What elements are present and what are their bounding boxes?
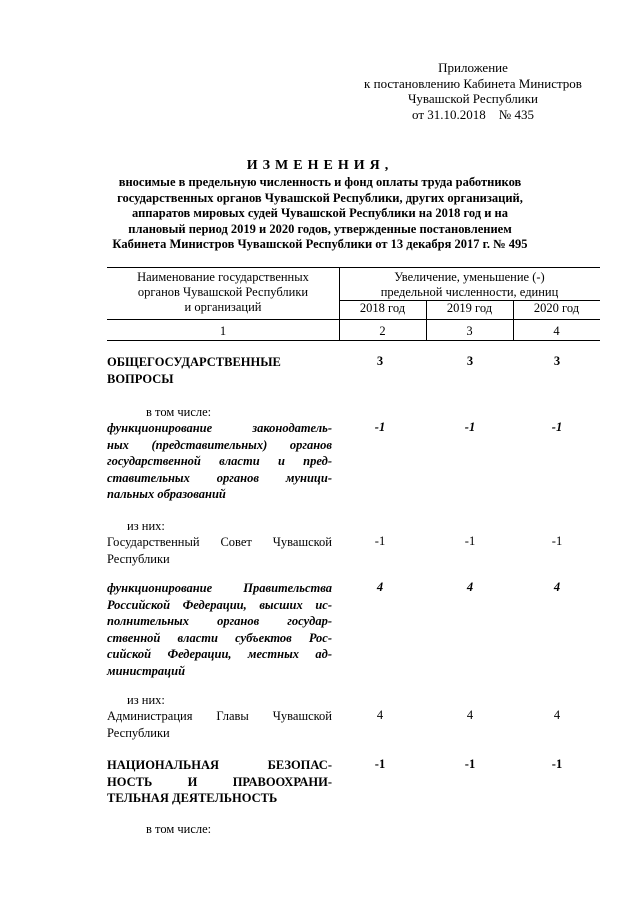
document-subtitle xyxy=(100,175,540,253)
row-line: ТЕЛЬНАЯ ДЕЯТЕЛЬНОСТЬ xyxy=(107,791,278,805)
column-number-3: 3 xyxy=(466,324,473,338)
subtitle-line: плановый период 2019 и 2020 годов, утвержденные постановлением xyxy=(128,221,512,236)
value-2019: 4 xyxy=(466,580,474,594)
appendix-line: Приложение xyxy=(438,60,508,75)
appendix-line: Чувашской Республики xyxy=(407,91,539,106)
row-line: ОБЩЕГОСУДАРСТВЕННЫЕ xyxy=(107,355,281,369)
value-2020: -1 xyxy=(551,757,563,771)
year-header-2020: 2020 год xyxy=(533,301,580,315)
row-line: Российской Федерации, высших ис- xyxy=(107,597,332,612)
header-line: предельной численности, единиц xyxy=(380,285,559,299)
subtitle-line: аппаратов мировых судей Чувашской Республики на 2018 год и на xyxy=(132,206,508,220)
value-2020: 3 xyxy=(553,354,561,368)
value-2020: 4 xyxy=(553,708,561,722)
column-header-name xyxy=(107,270,339,315)
column-group-header xyxy=(339,270,600,300)
appendix-line: от 31.10.2018 № 435 xyxy=(412,106,534,122)
value-2020: -1 xyxy=(551,420,563,434)
subtitle-line: вносимые в предельную численность и фонд оплаты труда работников xyxy=(118,175,522,189)
row-state-council xyxy=(107,534,332,567)
including-label: в том числе: xyxy=(146,822,212,836)
value-2020: 4 xyxy=(553,580,561,594)
year-header-2019: 2019 год xyxy=(446,301,493,315)
column-number-2: 2 xyxy=(379,324,386,338)
row-line: Государственный Совет Чувашской xyxy=(107,535,332,549)
row-line: ВОПРОСЫ xyxy=(107,371,174,386)
row-line: министраций xyxy=(107,663,186,678)
subtitle-line: государственных органов Чувашской Республики, других организаций, xyxy=(117,190,523,205)
value-2018: -1 xyxy=(374,534,386,548)
table-top-border xyxy=(107,267,600,268)
row-line: Республики xyxy=(107,551,170,566)
of-them-label: из них: xyxy=(127,519,165,533)
row-line: ставительных органов муници- xyxy=(107,470,332,485)
value-2019: -1 xyxy=(464,420,476,434)
appendix-line: к постановлению Кабинета Министров xyxy=(364,75,582,91)
header-line: органов Чувашской Республики xyxy=(137,285,309,299)
of-them-label: из них: xyxy=(127,693,165,707)
row-section-security xyxy=(107,757,332,807)
value-2019: 3 xyxy=(466,354,474,368)
value-2019: -1 xyxy=(464,534,476,548)
header-line: Наименование государственных xyxy=(137,270,309,284)
value-2019: -1 xyxy=(464,757,476,771)
row-head-administration xyxy=(107,708,332,741)
row-line: полнительных органов государ- xyxy=(107,614,332,628)
colnum-bottom-border xyxy=(107,340,600,341)
header-line: и организаций xyxy=(184,300,262,314)
document-title: ИЗМЕНЕНИЯ, xyxy=(246,158,394,173)
row-line: Республики xyxy=(107,725,170,740)
row-line: НАЦИОНАЛЬНАЯ БЕЗОПАС- xyxy=(107,758,332,772)
header-line: Увеличение, уменьшение (-) xyxy=(394,270,545,284)
value-2018: 3 xyxy=(376,354,384,368)
header-bottom-border xyxy=(107,319,600,320)
value-2018: 4 xyxy=(376,708,384,722)
value-2018: -1 xyxy=(374,420,386,434)
year-header-2018: 2018 год xyxy=(359,301,406,315)
row-line: ственной власти субъектов Рос- xyxy=(107,630,332,645)
row-line: функционирование законодатель- xyxy=(107,421,332,435)
value-2019: 4 xyxy=(466,708,474,722)
row-section-general xyxy=(107,354,332,387)
row-line: функционирование Правительства xyxy=(107,581,332,595)
value-2020: -1 xyxy=(551,534,563,548)
row-line: НОСТЬ И ПРАВООХРАНИ- xyxy=(107,774,332,789)
value-2018: 4 xyxy=(376,580,384,594)
including-label: в том числе: xyxy=(146,405,212,419)
column-number-1: 1 xyxy=(219,324,227,338)
subtitle-line: Кабинета Министров Чувашской Республики от 13 декабря 2017 г. № 495 xyxy=(112,237,528,251)
row-legislative xyxy=(107,420,332,503)
appendix-block xyxy=(348,60,598,122)
row-line: сийской Федерации, местных ад- xyxy=(107,647,332,661)
row-line: государственной власти и пред- xyxy=(107,454,332,468)
value-2018: -1 xyxy=(374,757,386,771)
row-line: пальных образований xyxy=(107,487,226,501)
row-line: Администрация Главы Чувашской xyxy=(107,709,332,723)
row-government xyxy=(107,580,332,679)
row-line: ных (представительных) органов xyxy=(107,437,332,452)
column-number-4: 4 xyxy=(553,324,560,338)
